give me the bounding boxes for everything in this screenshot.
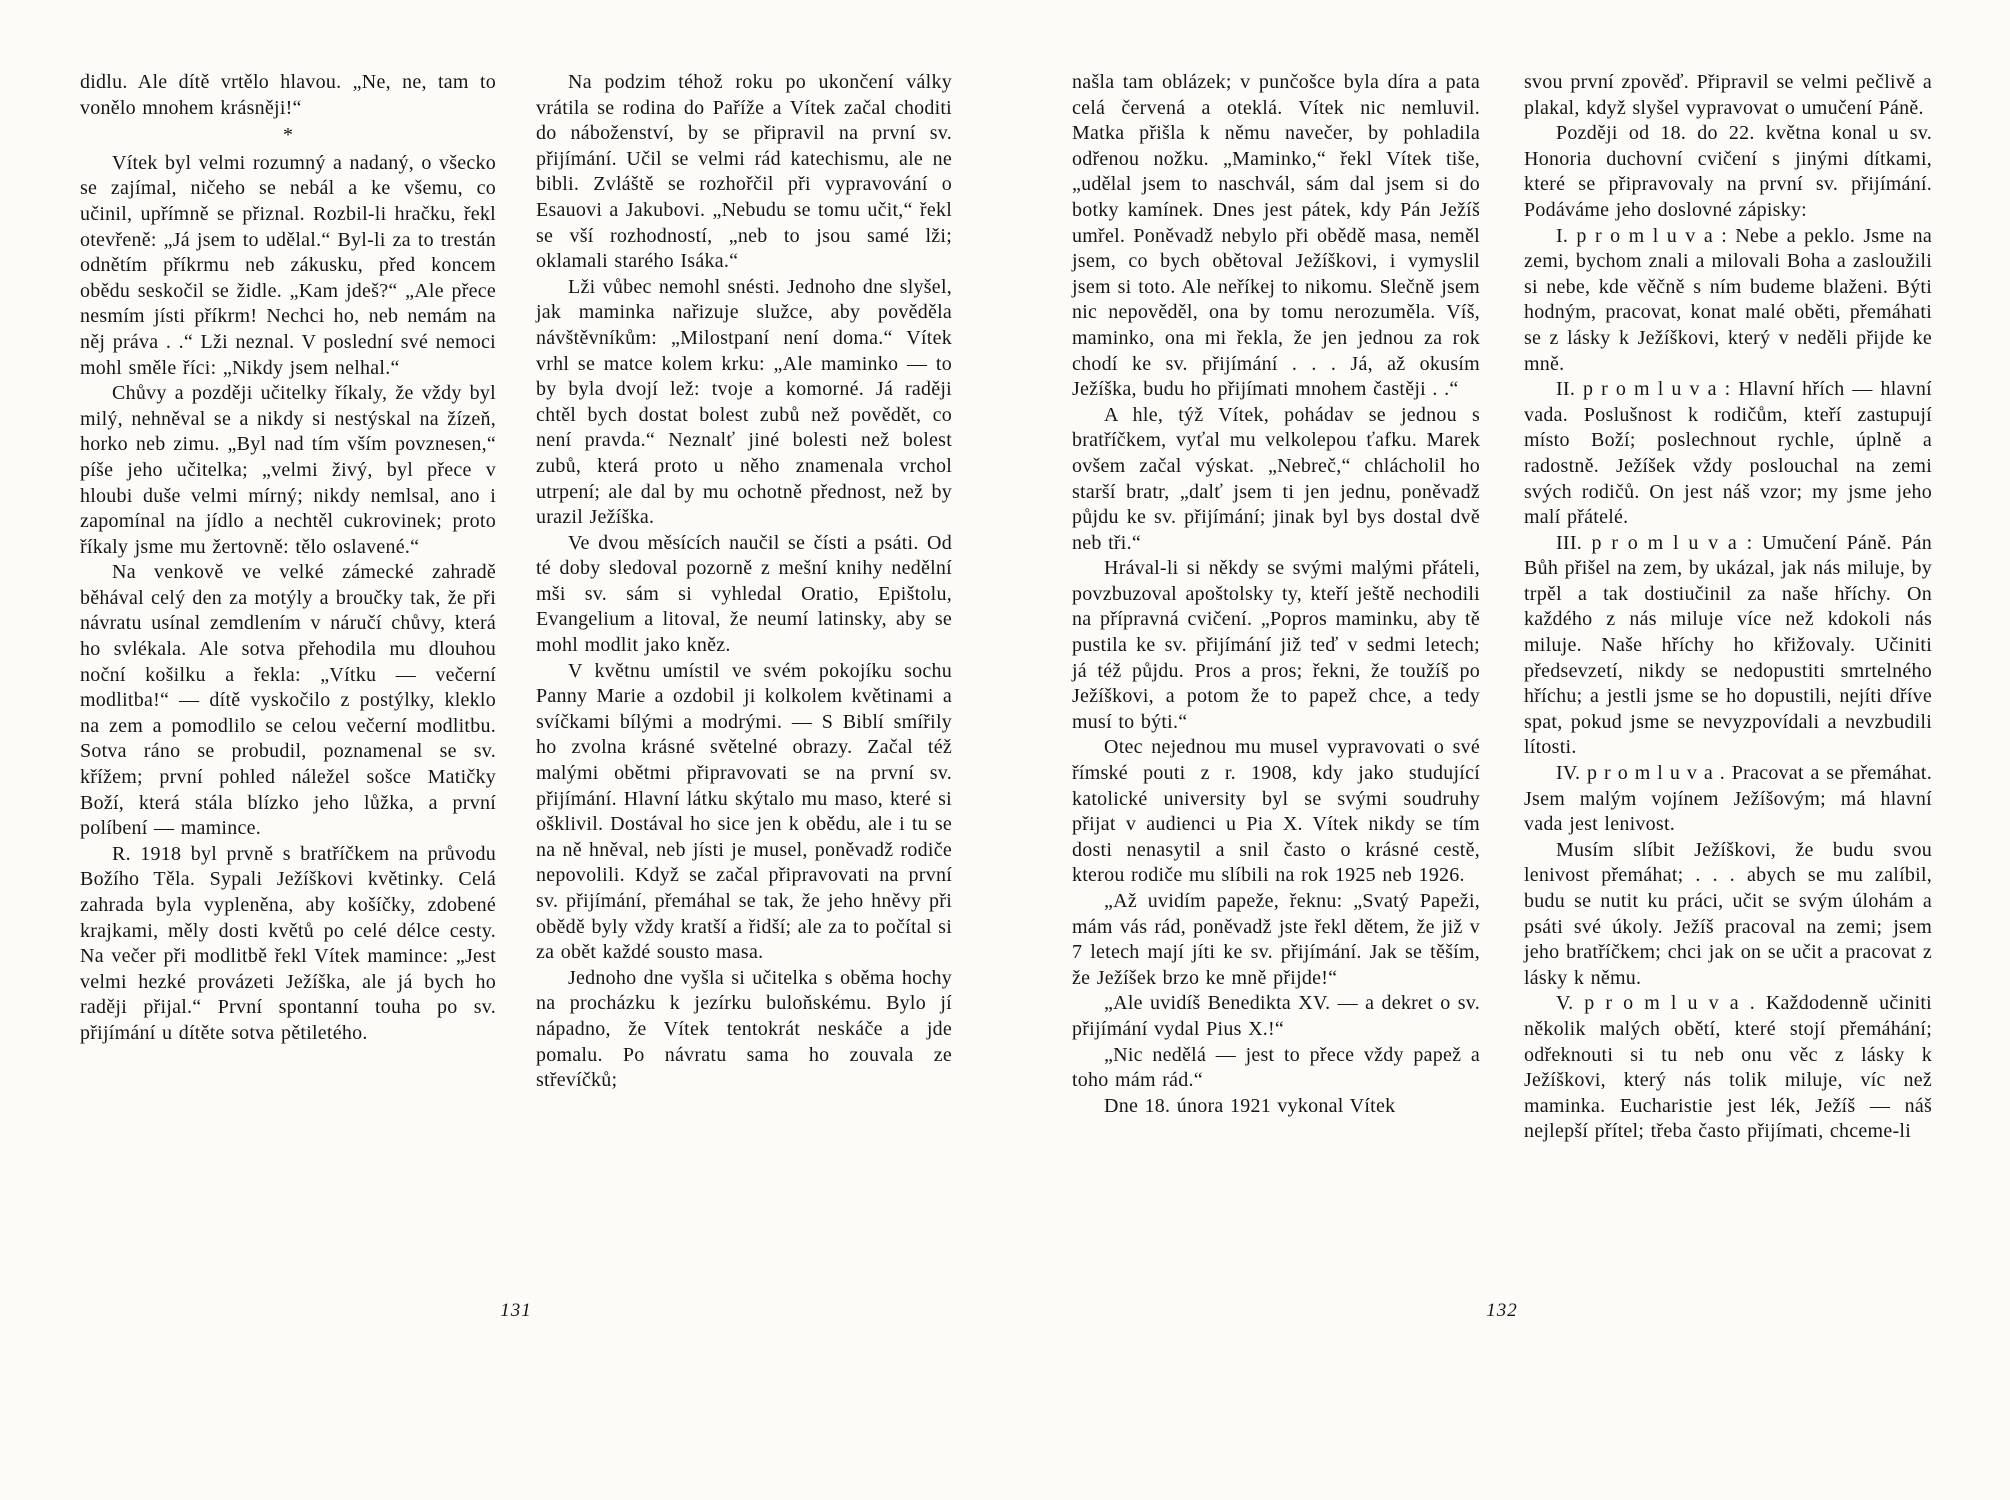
paragraph: I. p r o m l u v a : Nebe a peklo. Jsme na zemi, bychom znali a milovali Boha a zasloužili si nebe, kde věčně s ním budeme blaženi. Býti hodným, pracovat, konat malé oběti, přemáhati se z lásky k Ježíškovi, který v neděli přijde ke mně.	[1524, 224, 1932, 375]
paragraph: Na podzim téhož roku po ukončení války vrátila se rodina do Paříže a Vítek začal choditi do náboženství, by se připravil na první sv. přijímání. Učil se velmi rád katechismu, ale ne bibli. Zvláště se rozhořčil při vypravování o Esauovi a Jakubovi. „Nebudu se tomu učit,“ řekl se vší rozhodností, „neb to jsou samé lži; oklamali starého Isáka.“	[536, 71, 952, 273]
page-131-columns	[80, 70, 952, 1094]
paragraph: V květnu umístil ve svém pokojíku sochu Panny Marie a ozdobil ji kolkolem květinami a svíčkami bílými a modrými. — S Biblí smířily ho zvolna krásné světelné obrazy. Začal též malými obětmi připravovati se na první sv. přijímání. Hlavní látku skýtalo mu maso, které si ošklivil. Dostával ho sice jen k obědu, ale i tu se na ně hněval, neb jísti je musel, poněvadž rodiče nepovolili. Když se začal připravovati na první sv. přijímání, přemáhal se tak, že jeho hněvy při obědě byly vždy kratší a řidší; ale za to počítal si za obět každé sousto masa.	[536, 659, 952, 964]
paragraph: „Ale uvidíš Benedikta XV. — a dekret o sv. přijímání vydal Pius X.!“	[1072, 992, 1480, 1040]
text-column-4	[1524, 70, 1932, 1145]
paragraph: Na venkově ve velké zámecké zahradě běhával celý den za motýly a broučky tak, že při návratu usínal zemdlením v náručí chůvy, která ho svlékala. Ale sotva přehodila mu dlouhou noční košilku a řekla: „Vítku — večerní modlitba!“ — dítě vyskočilo z postýlky, kleklo na zem a pomodlilo se celou večerní modlitbu. Sotva ráno se probudil, poznamenal se sv. křížem; první pohled náležel sošce Matičky Boží, která stála blízko jeho lůžka, a první políbení — mamince.	[80, 561, 496, 840]
paragraph: „Až uvidím papeže, řeknu: „Svatý Papeži, mám vás rád, poněvadž jste řekl dětem, že již v 7 letech mají jíti ke sv. přijímání. Jak se těším, že Ježíšek brzo ke mně přijde!“	[1072, 890, 1480, 989]
paragraph: didlu. Ale dítě vrtělo hlavou. „Ne, ne, tam to vonělo mnohem krásněji!“	[80, 71, 496, 119]
paragraph: Lži vůbec nemohl snésti. Jednoho dne slyšel, jak maminka nařizuje služce, aby pověděla návštěvníkům: „Milostpaní není doma.“ Vítek vrhl se matce kolem krku: „Ale maminko — to by byla dvojí lež: tvoje a komorné. Já raději chtěl bych dostat bolest zubů než povědět, co není pravda.“ Neznalť jiné bolesti než bolest zubů, která proto u něho znamenala vrchol utrpení; ale dal by mu ochotně přednost, než by urazil Ježíška.	[536, 275, 952, 529]
section-separator: *	[283, 124, 293, 147]
paragraph: „Nic nedělá — jest to přece vždy papež a toho mám rád.“	[1072, 1043, 1480, 1092]
text-column-3	[1072, 70, 1480, 1145]
page-number-left: 131	[500, 1300, 532, 1321]
paragraph: R. 1918 byl prvně s bratříčkem na průvodu Božího Těla. Sypali Ježíškovi květinky. Celá zahrada byla vypleněna, aby košíčky, zdobené krajkami, měly dosti květů po celé délce cesty. Na večer při modlitbě řekl Vítek mamince: „Jest velmi hezké provázeti Ježíška, ale já bych ho raději přijal.“ První spontanní touha po sv. přijímání u dítěte sotva pětiletého.	[80, 842, 496, 1044]
paragraph: IV. p r o m l u v a . Pracovat a se přemáhat. Jsem malým vojínem Ježíšovým; má hlavní vada jest lenivost.	[1524, 762, 1932, 836]
paragraph: našla tam oblázek; v punčošce byla díra a pata celá červená a oteklá. Vítek nic nemluvil. Matka přišla k němu navečer, by pohladila odřenou nožku. „Maminko,“ řekl Vítek tiše, „udělal jsem to naschvál, sám dal jsem si do botky kamínek. Dnes jest pátek, kdy Pán Ježíš umřel. Poněvadž nebylo při obědě masa, neměl jsem, co bych obětoval Ježíškovi, i vymyslil jsem si toto. Ale neříkej to nikomu. Slečně jsem nic nepověděl, ona by tomu nerozuměla. Víš, maminko, ona mi řekla, že jen jednou za rok chodí ke sv. přijímání . . . Já, až okusím Ježíška, budu ho přijímati mnohem častěji . .“	[1072, 71, 1480, 401]
paragraph: Musím slíbit Ježíškovi, že budu svou lenivost přemáhat; . . . abych se mu zalíbil, budu se nutit ku práci, učit se svým úlohám a psáti své úkoly. Ježíš pracoval na zemi; jsem jeho bratříčkem; chci jak on se učit a pracovat z lásky k němu.	[1524, 838, 1932, 989]
text-column-2	[536, 70, 952, 1094]
page-132-columns	[1072, 70, 1932, 1145]
paragraph: Později od 18. do 22. května konal u sv. Honoria duchovní cvičení s jinými dítkami, které se připravovaly na první sv. přijímání. Podáváme jeho doslovné zápisky:	[1524, 122, 1932, 221]
page-131	[80, 70, 952, 1370]
paragraph: III. p r o m l u v a : Umučení Páně. Pán Bůh přišel na zem, by ukázal, jak nás miluje, by trpěl a tak dostiučinil za naše hříchy. On každého z nás miluje více než kdokoli nás miluje. Naše hříchy ho křižovaly. Učiniti předsevzetí, nikdy se nedopustiti smrtelného hříchu; a jestli jsme se ho dopustili, nejíti dříve spat, pokud jsme se nevyzpovídali a nevzbudili lítosti.	[1524, 531, 1932, 759]
paragraph: svou první zpověď. Připravil se velmi pečlivě a plakal, když slyšel vypravovat o umučení Páně.	[1524, 71, 1932, 119]
paragraph: II. p r o m l u v a : Hlavní hřích — hlavní vada. Poslušnost k rodičům, kteří zastupují místo Boží; poslechnout rychle, úplně a radostně. Ježíšek vždy poslouchal na zemi svých rodičů. On jest náš vzor; my jsme jeho malí přátelé.	[1524, 378, 1932, 529]
page-number-right: 132	[1486, 1300, 1518, 1321]
paragraph: Vítek byl velmi rozumný a nadaný, o všecko se zajímal, ničeho se nebál a ke všemu, co učinil, upřímně se přiznal. Rozbil-li hračku, řekl otevřeně: „Já jsem to udělal.“ Byl-li za to trestán odnětím příkrmu neb zákusku, před koncem obědu seskočil se židle. „Kam jdeš?“ „Ale přece nesmím jísti příkrm! Nechci ho, neb nemám na něj práva . .“ Lži neznal. V poslední své nemoci mohl směle říci: „Nikdy jsem nelhal.“	[80, 151, 496, 379]
paragraph: Chůvy a později učitelky říkaly, že vždy byl milý, nehněval se a nikdy si nestýskal na žízeň, horko neb zimu. „Byl nad tím vším povznesen,“ píše jeho učitelka; „velmi živý, byl přece v hloubi duše velmi mírný; nikdy nemlsal, ano i zapomínal na jídlo a nechtěl cukrovinek; proto říkaly jsme mu žertovně: tělo oslavené.“	[80, 382, 496, 558]
paragraph: Hrával-li si někdy se svými malými přáteli, povzbuzoval apoštolsky ty, kteří ještě nechodili na přípravná cvičení. „Popros maminku, aby tě pustila ke sv. přijímání již teď v sedmi letech; já též půjdu. Pros a pros; řekni, že toužíš po Ježíškovi, a potom že to papež chce, a tedy musí to býti.“	[1072, 557, 1480, 733]
paragraph: Jednoho dne vyšla si učitelka s oběma hochy na procházku k jezírku buloňskému. Bylo jí nápadno, že Vítek tentokrát neskáče a jde pomalu. Po návratu sama ho zouvala ze střevíčků;	[536, 966, 952, 1092]
text-column-1	[80, 70, 496, 1094]
paragraph: A hle, týž Vítek, pohádav se jednou s bratříčkem, vyťal mu velkolepou ťafku. Marek ovšem začal výskat. „Nebreč,“ chlácholil ho starší bratr, „dalť jsem ti jen jednu, poněvadž půjdu ke sv. přijímání; jinak byl bys dostal dvě neb tři.“	[1072, 403, 1480, 554]
paragraph: Otec nejednou mu musel vypravovati o své římské pouti z r. 1908, kdy jako studující katolické university byl se svými soudruhy přijat v audienci u Pia X. Vítek nikdy se tím dosti nenasytil a snil často o krásné cestě, kterou rodiče mu slíbili na rok 1925 neb 1926.	[1072, 736, 1480, 887]
page-132	[1072, 70, 1932, 1370]
paragraph: Ve dvou měsících naučil se čísti a psáti. Od té doby sledoval pozorně z mešní knihy nedělní mši sv. sám si vyhledal Oratio, Epištolu, Evangelium a litoval, že neumí latinsky, aby se mohl modlit jako kněz.	[536, 531, 952, 657]
paragraph: V. p r o m l u v a . Každodenně učiniti několik malých obětí, které stojí přemáhání; odřeknouti si tu neb onu věc z lásky k Ježíškovi, který nás tolik miluje, víc než maminka. Eucharistie jest lék, Ježíš — náš nejlepší přítel; třeba často přijímati, chceme-li	[1524, 992, 1932, 1143]
paragraph: Dne 18. února 1921 vykonal Vítek	[1104, 1094, 1396, 1117]
